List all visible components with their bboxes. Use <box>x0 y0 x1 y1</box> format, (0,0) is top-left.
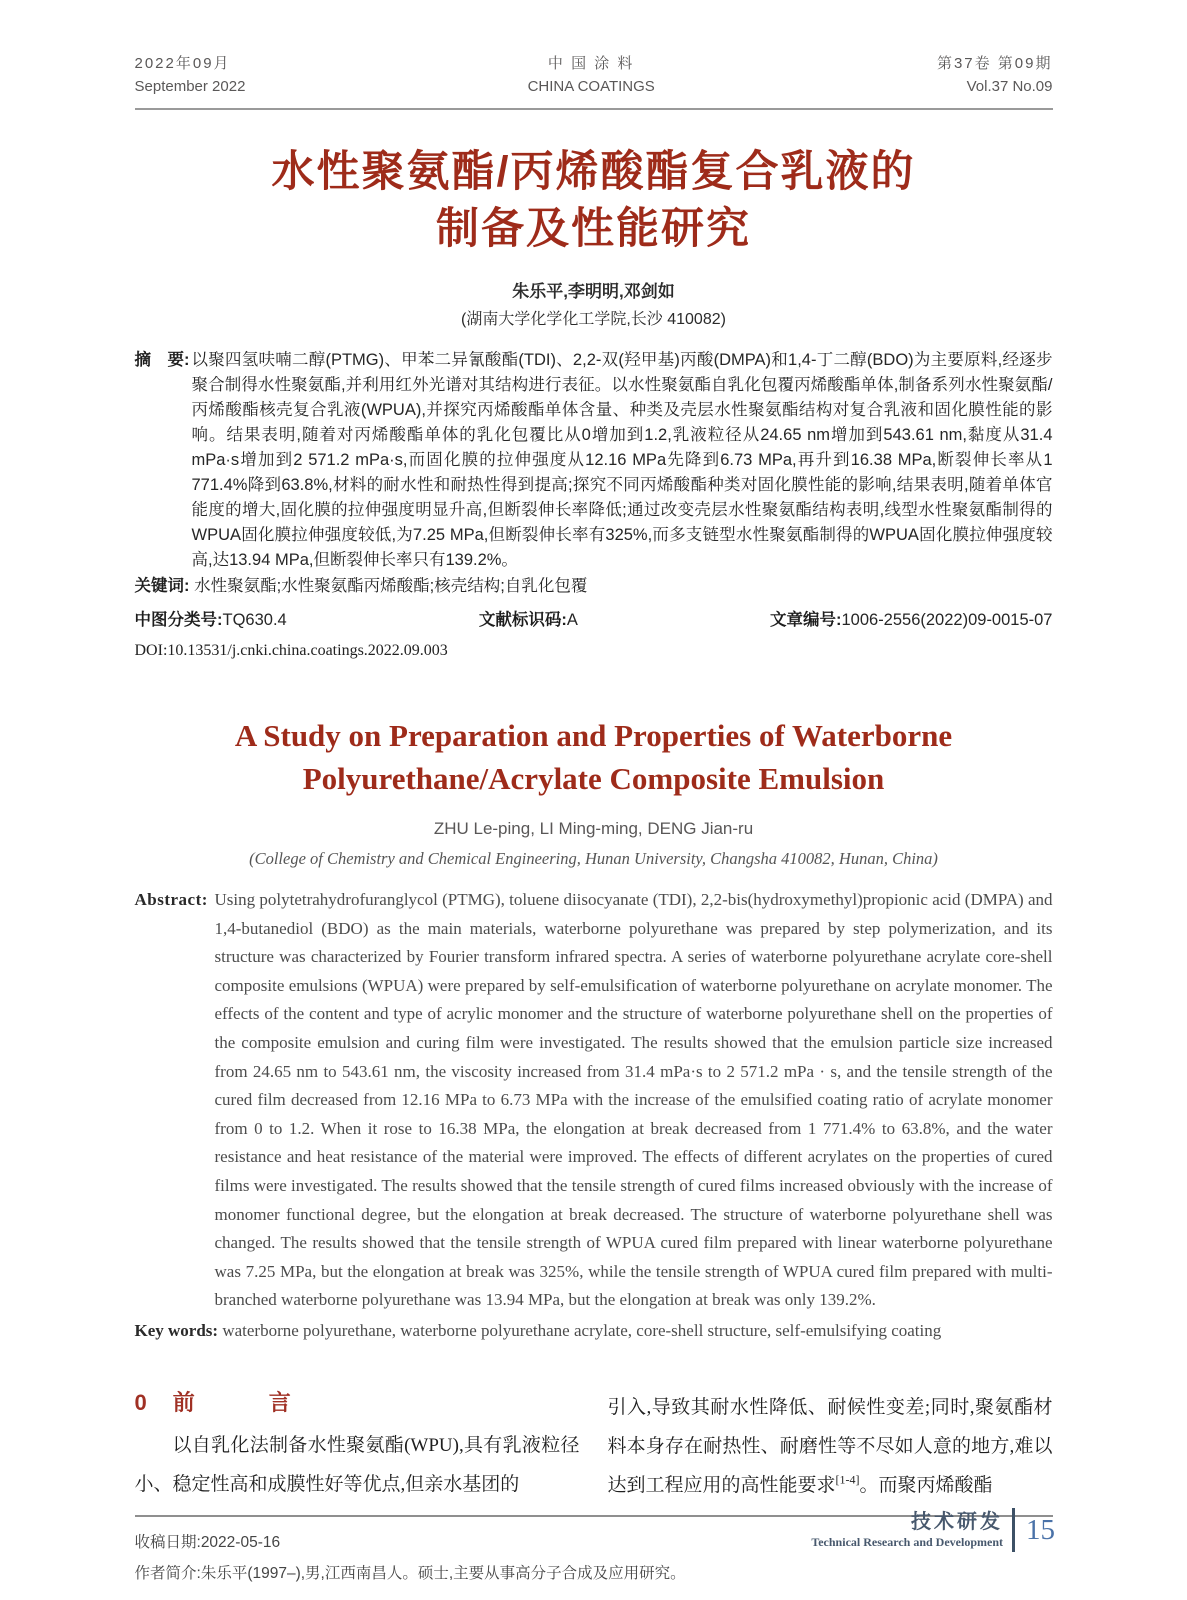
page-footer <box>811 1508 1055 1552</box>
abstract-cn-text: 以聚四氢呋喃二醇(PTMG)、甲苯二异氰酸酯(TDI)、2,2-双(羟甲基)丙酸(DMPA)和1,4-丁二醇(BDO)为主要原料,经逐步聚合制得水性聚氨酯,并利用红外光谱对其结构进行表征。以水性聚氨酯自乳化包覆丙烯酸酯单体,制备系列水性聚氨酯/丙烯酸酯核壳复合乳液(WPUA),并探究丙烯酸酯单体含量、种类及壳层水性聚氨酯结构对复合乳液和固化膜性能的影响。结果表明,随着对丙烯酸酯单体的乳化包覆比从0增加到1.2,乳液粒径从24.65 nm增加到543.61 nm,黏度从31.4 mPa·s增加到2 571.2 mPa·s,而固化膜的拉伸强度从12.16 MPa先降到6.73 MPa,再升到16.38 MPa,断裂伸长率从1 771.4%降到63.8%,材料的耐水性和耐热性得到提高;探究不同丙烯酸酯种类对固化膜性能的影响,结果表明,随着单体官能度的增大,固化膜的拉伸强度明显升高,但断裂伸长率降低;通过改变壳层水性聚氨酯结构表明,线型水性聚氨酯制得的WPUA固化膜拉伸强度较低,为7.25 MPa,但断裂伸长率有325%,而多支链型水性聚氨酯制得的WPUA固化膜拉伸强度较高,达13.94 MPa,但断裂伸长率只有139.2%。 <box>191 351 1053 569</box>
running-head-date <box>135 52 246 98</box>
keywords-en <box>135 1317 1053 1346</box>
article-title-cn <box>135 144 1053 258</box>
affiliation-en: (College of Chemistry and Chemical Engineering, Hunan University, Changsha 410082, Hunan, China) <box>249 849 938 868</box>
intro-paragraph-right-text1: 引入,导致其耐水性降低、耐候性变差;同时,聚氨酯材料本身存在耐热性、耐磨性等不尽如人意的地方,难以达到工程应用的高性能要求 <box>607 1396 1053 1496</box>
page-number: 15 <box>1026 1514 1055 1546</box>
running-head <box>135 0 1053 110</box>
article-title-cn-line2: 制备及性能研究 <box>436 205 751 253</box>
intro-paragraph-right-text2: 。而聚丙烯酸酯 <box>859 1474 993 1496</box>
meta-clc <box>135 608 287 632</box>
citation-ref: [1-4] <box>835 1472 860 1487</box>
meta-article-id <box>770 608 1053 632</box>
section-title: 前 言 <box>172 1389 317 1415</box>
journal-name-en: CHINA COATINGS <box>527 78 655 95</box>
affiliation-cn: (湖南大学化学化工学院,长沙 410082) <box>461 311 726 328</box>
keywords-cn-label: 关键词: <box>134 577 190 595</box>
article-title-en <box>135 714 1053 800</box>
meta-doc-code-value: A <box>566 611 578 629</box>
section-heading <box>135 1388 580 1418</box>
footnote-bio-label: 作者简介: <box>134 1564 201 1582</box>
intro-paragraph-right <box>608 1388 1053 1505</box>
footer-column-name <box>811 1510 1003 1550</box>
meta-clc-label: 中图分类号: <box>134 611 223 629</box>
meta-row <box>135 608 1053 632</box>
date-en: September 2022 <box>134 78 246 95</box>
footnote-bio <box>135 1558 1053 1589</box>
page-content <box>135 0 1053 1589</box>
abstract-en-text: Using polytetrahydrofuranglycol (PTMG), toluene diisocyanate (TDI), 2,2-bis(hydroxymethyl)propionic acid (DMPA) and 1,4-butanediol (BDO) as the main materials, waterborne polyurethane was prepared by step polymerization, and its structure was characterized by Fourier transform infrared spectra. A series of waterborne polyurethane acrylate core-shell composite emulsions (WPUA) were prepared by self-emulsification of waterborne polyurethane on acrylate monomer. The effects of the content and type of acrylic monomer and the structure of waterborne polyurethane shell on the properties of the composite emulsion and curing film were investigated. The results showed that the emulsion particle size increased from 24.65 nm to 543.61 nm, the viscosity increased from 31.4 mPa·s to 2 571.2 mPa · s, and the tensile strength of the cured film decreased from 12.16 MPa to 6.73 MPa with the increase of the emulsified coating ratio of acrylate monomer from 0 to 1.2. When it rose to 16.38 MPa, the elongation at break decreased from 1 771.4% to 63.8%, and the water resistance and heat resistance of the material were improved. The effects of different acrylates on the properties of cured films were investigated. The results showed that the tensile strength of cured films increased obviously with the increase of monomer functional degree, but the elongation at break decreased. The structure of waterborne polyurethane shell was changed. The results showed that the tensile strength of WPUA cured film prepared with linear waterborne polyurethane was 7.25 MPa, but the elongation at break was 325%, while the tensile strength of WPUA cured film prepared with multi-branched waterborne polyurethane was 13.94 MPa, but the elongation at break was only 139.2%. <box>214 890 1053 1310</box>
meta-article-id-value: 1006-2556(2022)09-0015-07 <box>841 611 1053 629</box>
running-head-issue <box>937 52 1053 98</box>
footer-divider <box>1012 1508 1015 1552</box>
abstract-cn <box>135 348 1053 573</box>
abstract-en <box>135 886 1053 1315</box>
running-head-journal <box>528 52 655 98</box>
intro-column-left <box>135 1388 580 1505</box>
meta-clc-value: TQ630.4 <box>222 611 287 629</box>
authors-cn: 朱乐平,李明明,邓剑如 <box>512 282 675 301</box>
intro-column-right <box>608 1388 1053 1505</box>
footnote-bio-value: 朱乐平(1997–),男,江西南昌人。硕士,主要从事高分子合成及应用研究。 <box>200 1564 686 1582</box>
issue-cn: 第37卷 第09期 <box>936 55 1053 72</box>
keywords-en-text: waterborne polyurethane, waterborne polyurethane acrylate, core-shell structure, self-emulsifying coating <box>222 1320 942 1340</box>
keywords-en-label: Key words: <box>134 1320 219 1340</box>
abstract-cn-label: 摘 要: <box>134 351 190 369</box>
article-title-en-line2: Polyurethane/Acrylate Composite Emulsion <box>302 761 885 796</box>
meta-doc-code <box>479 608 578 632</box>
journal-name-cn: 中 国 涂 料 <box>547 55 635 72</box>
footer-column-en: Technical Research and Development <box>811 1535 1003 1549</box>
issue-en: Vol.37 No.09 <box>966 78 1053 95</box>
authors-en: ZHU Le-ping, LI Ming-ming, DENG Jian-ru <box>433 819 754 838</box>
intro-paragraph-left: 以自乳化法制备水性聚氨酯(WPU),具有乳液粒径小、稳定性高和成膜性好等优点,但亲水基团的 <box>134 1434 580 1495</box>
footer-column-cn: 技术研发 <box>911 1511 1003 1533</box>
date-cn: 2022年09月 <box>134 55 231 72</box>
keywords-cn <box>135 574 1053 599</box>
doi: DOI:10.13531/j.cnki.china.coatings.2022.09.003 <box>134 642 448 659</box>
footnote-received-value: 2022-05-16 <box>200 1533 281 1551</box>
article-title-cn-line1: 水性聚氨酯/丙烯酸酯复合乳液的 <box>271 148 916 196</box>
introduction-section <box>135 1388 1053 1505</box>
keywords-cn-text: 水性聚氨酯;水性聚氨酯丙烯酸酯;核壳结构;自乳化包覆 <box>194 577 588 595</box>
meta-doc-code-label: 文献标识码: <box>478 611 567 629</box>
abstract-en-label: Abstract: <box>134 890 208 909</box>
article-title-en-line1: A Study on Preparation and Properties of Waterborne <box>234 718 953 753</box>
meta-article-id-label: 文章编号: <box>769 611 842 629</box>
section-number: 0 <box>134 1389 147 1415</box>
footnote-received-label: 收稿日期: <box>134 1533 201 1551</box>
